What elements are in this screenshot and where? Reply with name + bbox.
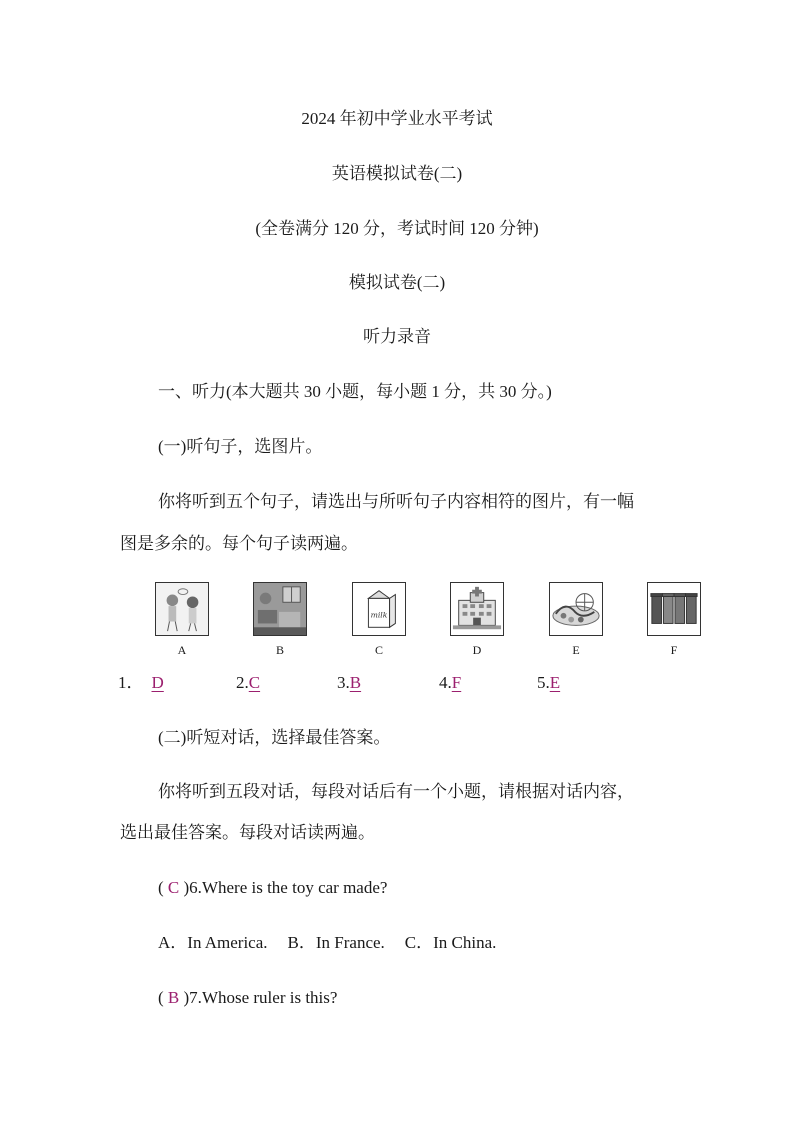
answer-number: 5. [537,673,550,692]
exam-subtitle: 英语模拟试卷(二) [331,164,463,183]
answer-item [236,672,260,694]
answer-number: 4. [439,673,452,692]
living-room-icon [254,583,306,635]
picture-label: C [374,643,383,657]
sub1-instruction-line2: 图是多余的。每个句子读两遍。 [120,534,358,553]
question-text: Whose ruler is this? [201,988,338,1007]
sub1-heading: (一)听句子，选图片。 [158,437,323,456]
question-6-options [158,932,496,954]
picture-f [647,582,701,636]
answer-value: D [151,673,164,692]
picture-label: E [572,643,580,657]
sub1-instruction-line1: 你将听到五个句子，请选出与所听句子内容相符的图片，有一幅 [158,492,634,511]
milk-carton-icon [353,583,405,635]
answer-item [337,672,361,694]
question-text: Where is the toy car made? [201,878,388,897]
sub2-heading: (二)听短对话，选择最佳答案。 [158,728,391,747]
picture-label: D [472,643,482,657]
answer-item [118,672,164,694]
picture-a [155,582,209,636]
section-title: 模拟试卷(二) [348,273,446,292]
recording-title: 听力录音 [363,327,431,346]
picture-d [450,582,504,636]
option-b: B．In France. [287,933,385,952]
picture-label: B [275,643,284,657]
answer-value: B [349,673,362,692]
option-a: A．In America. [158,933,268,952]
answer-item [537,672,560,694]
answer-number: 1． [118,673,144,692]
part-heading: 一、听力(本大题共 30 小题，每小题 1 分，共 30 分。) [158,382,552,401]
question-7: ( B )7.Whose ruler is this? [158,988,338,1007]
exam-note: (全卷满分 120 分，考试时间 120 分钟) [255,219,539,238]
answer-value: F [451,673,462,692]
picture-e [549,582,603,636]
picture-c [352,582,406,636]
question-6: ( C )6.Where is the toy car made? [158,878,388,897]
picture-label: F [670,643,678,657]
svg-text:milk: milk [370,610,388,620]
answer-value: E [549,673,561,692]
answer-item [439,672,461,694]
question-answer: B [167,988,180,1007]
hospital-icon [451,583,503,635]
picture-b [253,582,307,636]
sub2-instruction-line1: 你将听到五段对话，每段对话后有一个小题，请根据对话内容， [158,782,634,801]
answer-value: C [248,673,261,692]
picture-label: A [177,643,187,657]
sub2-instruction-line2: 选出最佳答案。每段对话读两遍。 [120,823,375,842]
exam-title: 2024 年初中学业水平考试 [301,109,493,128]
answer-number: 3. [337,673,350,692]
answer-number: 2. [236,673,249,692]
option-c: C．In China. [404,933,497,952]
question-answer: C [167,878,180,897]
children-talking-icon [156,583,208,635]
amusement-park-icon [550,583,602,635]
trash-bins-icon [648,583,700,635]
